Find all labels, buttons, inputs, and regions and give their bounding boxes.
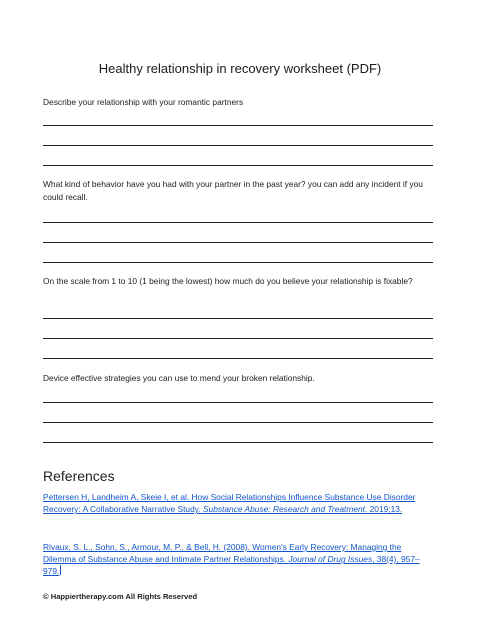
reference-tail: . 2019;13. [364,504,403,515]
question-3: On the scale from 1 to 10 (1 being the lowest) how much do you believe your relationship is fixable? [43,276,413,286]
reference-journal: Substance Abuse: Research and Treatment [202,504,365,515]
reference-text: Rivaux, S. L., Sohn, S., Armour, M. P., & Bell, H. (2008). Women's Early Recovery: Managing the Dilemma of Substance Abuse and Intimate Partner Relationships. [43,542,402,565]
answer-line[interactable] [43,338,433,339]
answer-line[interactable] [43,125,433,126]
question-4: Device effective strategies you can use to mend your broken relationship. [43,373,315,383]
reference-tail: , 38(4), 957–979. [43,554,420,577]
answer-line[interactable] [43,262,433,263]
reference-text: Pettersen H, Landheim A, Skeie I, et al. How Social Relationships Influence Substance Use Disorder Recovery: A Collaborative Narrative Study. [43,492,416,515]
answer-line[interactable] [43,145,433,146]
answer-line[interactable] [43,318,433,319]
reference-link[interactable] [43,541,435,578]
references-heading: References [43,468,115,484]
answer-line[interactable] [43,422,433,423]
answer-line[interactable] [43,222,433,223]
answer-line[interactable] [43,165,433,166]
text-cursor [60,565,61,575]
answer-line[interactable] [43,358,433,359]
answer-line[interactable] [43,442,433,443]
answer-line[interactable] [43,242,433,243]
copyright-footer: © Happiertherapy.com All Rights Reserved [43,592,198,601]
question-1: Describe your relationship with your romantic partners [43,97,244,107]
reference-journal: Journal of Drug Issues [288,554,373,565]
question-2: What kind of behavior have you had with your partner in the past year? you can add any incident if you could recall. [43,179,423,202]
answer-line[interactable] [43,402,433,403]
page-title: Healthy relationship in recovery worksheet (PDF) [98,61,382,76]
reference-link[interactable] [43,491,435,515]
